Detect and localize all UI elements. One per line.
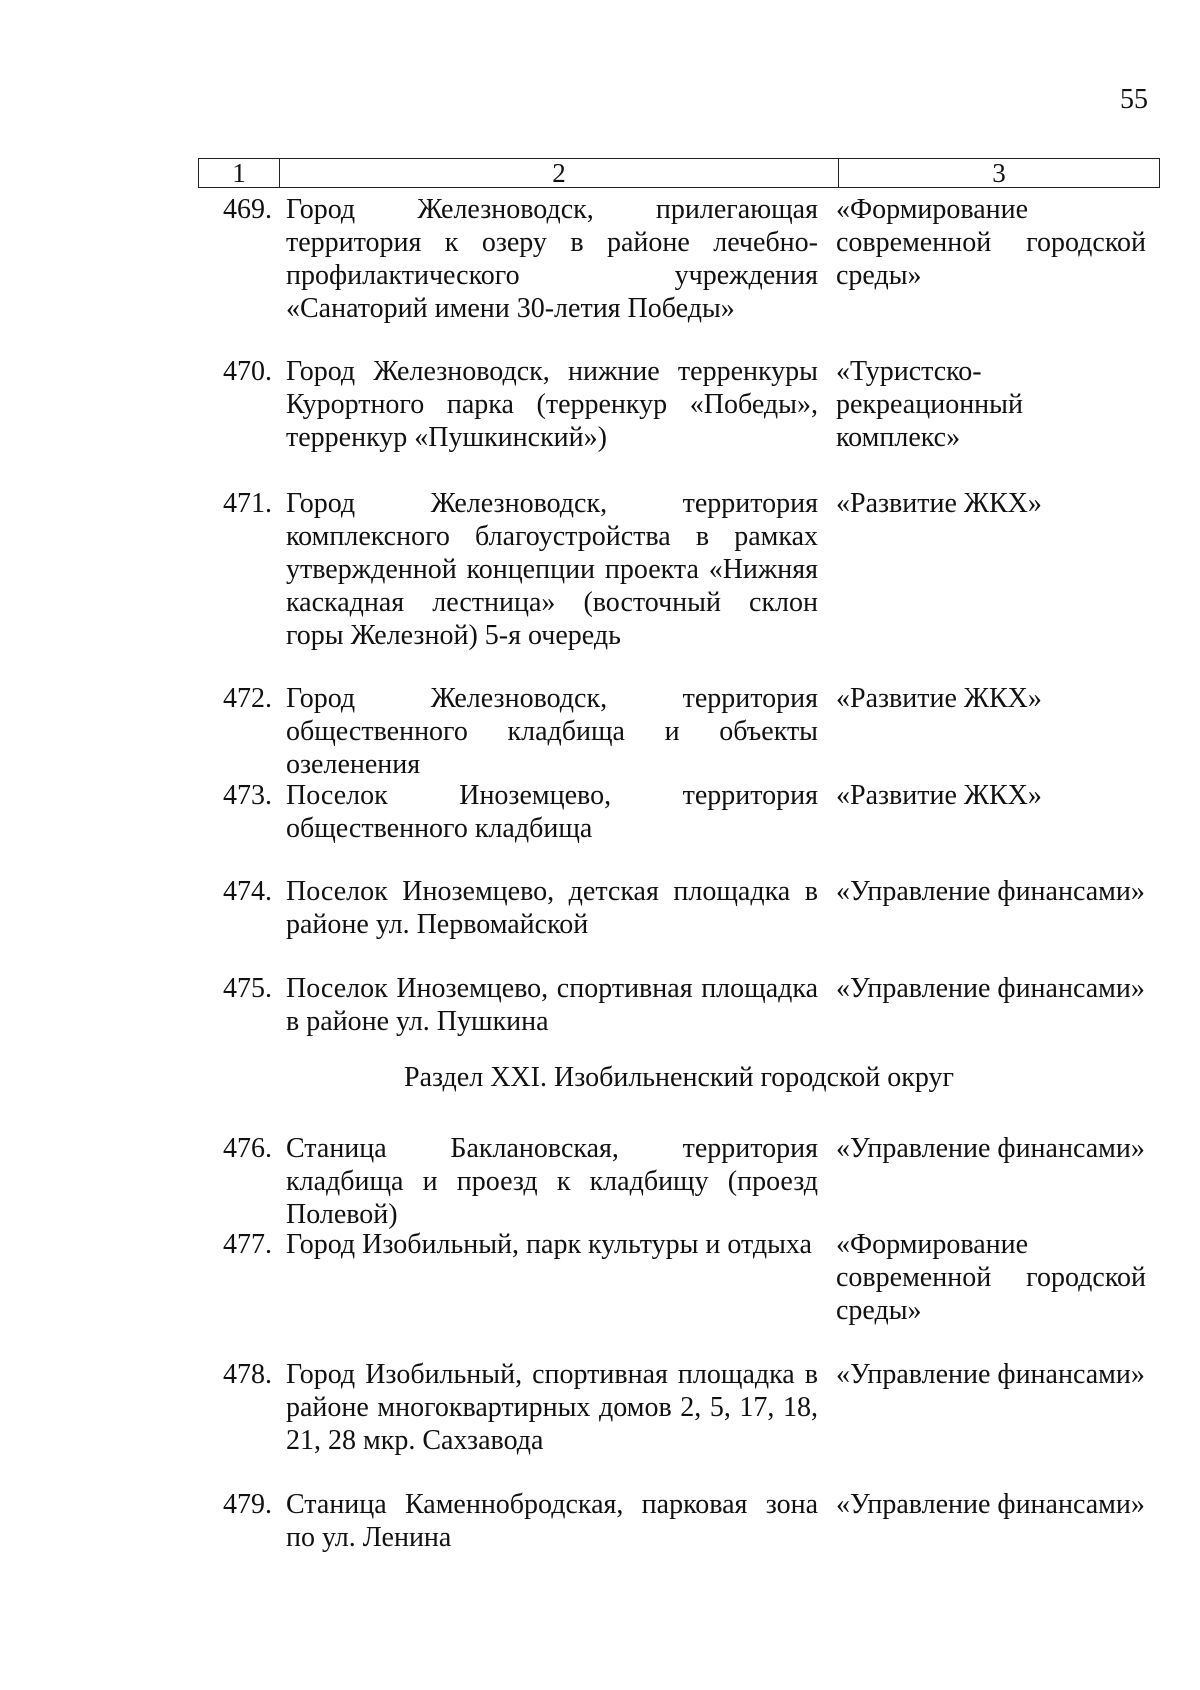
row-description: Поселок Иноземцево, спортивная площадка в районе ул. Пушкина — [286, 973, 818, 1037]
table-row — [198, 1358, 1160, 1457]
header-col-1: 1 — [232, 158, 246, 188]
table-row — [198, 1488, 1160, 1554]
row-number: 475. — [223, 973, 272, 1004]
section-title: Раздел XXI. Изобильненский городской округ — [404, 1062, 954, 1093]
row-number: 469. — [223, 194, 272, 225]
row-program: «Управление финансами» — [836, 1489, 1145, 1520]
row-description: Станица Каменнобродская, парковая зона по ул. Ленина — [286, 1489, 818, 1553]
row-description: Город Железноводск, нижние терренкуры Курортного парка (терренкур «Победы», терренкур «Пушкинский») — [286, 356, 818, 453]
row-number: 476. — [223, 1133, 272, 1164]
row-program: «Туристско-рекреационный комплекс» — [836, 356, 1023, 453]
row-description: Город Железноводск, территория комплексного благоустройства в рамках утвержденной концепции проекта «Нижняя каскадная лестница» (восточный склон горы Железной) 5-я очередь — [286, 488, 818, 651]
row-program: «Управление финансами» — [836, 973, 1145, 1004]
table-row — [198, 1132, 1160, 1231]
table-row — [198, 487, 1160, 652]
row-number: 474. — [223, 876, 272, 907]
row-program: «Управление финансами» — [836, 1133, 1145, 1164]
table-row — [198, 682, 1160, 781]
header-col-3: 3 — [838, 159, 1159, 187]
row-program: «Управление финансами» — [836, 1359, 1145, 1390]
row-program: «Формирование современной городской среды» — [836, 1229, 1146, 1326]
row-description: Поселок Иноземцево, детская площадка в районе ул. Первомайской — [286, 876, 818, 940]
row-description: Город Железноводск, территория общественного кладбища и объекты озеленения — [286, 683, 818, 780]
table-row — [198, 193, 1160, 325]
header-col-2: 2 — [279, 159, 838, 187]
row-number: 471. — [223, 488, 272, 519]
row-description: Город Железноводск, прилегающая территория к озеру в районе лечебно-профилактического учреждения «Санаторий имени 30-летия Победы» — [286, 194, 818, 324]
row-description: Станица Баклановская, территория кладбища и проезд к кладбищу (проезд Полевой) — [286, 1133, 818, 1230]
row-program: «Развитие ЖКХ» — [836, 488, 1042, 519]
table-header — [198, 158, 1160, 188]
row-number: 472. — [223, 683, 272, 714]
page-number: 55 — [1120, 84, 1148, 115]
row-description: Город Изобильный, спортивная площадка в районе многоквартирных домов 2, 5, 17, 18, 21, 28 мкр. Сахзавода — [286, 1359, 818, 1456]
row-program: «Формирование современной городской среды» — [836, 194, 1146, 291]
row-description: Поселок Иноземцево, территория общественного кладбища — [286, 780, 818, 844]
row-program: «Развитие ЖКХ» — [836, 683, 1042, 714]
row-number: 479. — [223, 1489, 272, 1520]
row-program: «Управление финансами» — [836, 876, 1145, 907]
row-number: 473. — [223, 780, 272, 811]
table-row — [198, 972, 1160, 1038]
table-row — [198, 779, 1160, 845]
table-row — [198, 875, 1160, 941]
row-description: Город Изобильный, парк культуры и отдыха — [286, 1229, 812, 1260]
row-number: 478. — [223, 1359, 272, 1390]
row-number: 470. — [223, 356, 272, 387]
row-program: «Развитие ЖКХ» — [836, 780, 1042, 811]
row-number: 477. — [223, 1229, 272, 1260]
table-row — [198, 355, 1160, 454]
table-row — [198, 1228, 1160, 1327]
